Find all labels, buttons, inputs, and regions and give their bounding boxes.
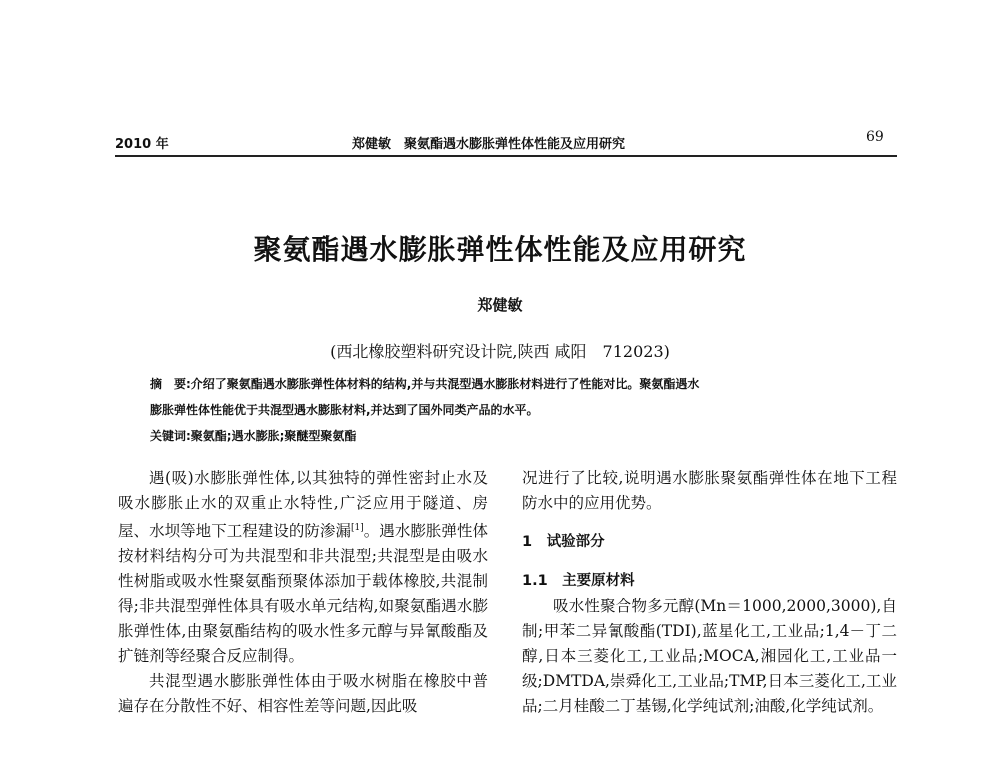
- right-column: [522, 466, 897, 719]
- article-title: 聚氨酯遇水膨胀弹性体性能及应用研究: [253, 233, 747, 266]
- header-year: 2010 年: [115, 137, 169, 152]
- section-heading-1: 1 试验部分: [522, 534, 605, 550]
- abstract-line-1: 摘 要:介绍了聚氨酯遇水膨胀弹性体材料的结构,并与共混型遇水膨胀材料进行了性能对比。聚氨酯遇水: [150, 377, 700, 391]
- left-column: [118, 466, 488, 719]
- right-paragraph-1: 况进行了比较,说明遇水膨胀聚氨酯弹性体在地下工程防水中的应用优势。: [522, 469, 897, 512]
- keywords: 关键词:聚氨酯;遇水膨胀;聚醚型聚氨酯: [150, 429, 357, 443]
- affiliation: (西北橡胶塑料研究设计院,陕西 咸阳 712023): [330, 342, 670, 361]
- running-title: 郑健敏 聚氨酯遇水膨胀弹性体性能及应用研究: [352, 137, 626, 152]
- page-number: 69: [866, 129, 884, 145]
- right-paragraph-2: 吸水性聚合物多元醇(Mn＝1000,2000,3000),自制;甲苯二异氰酸酯(TDI),蓝星化工,工业品;1,4－丁二醇,日本三菱化工,工业品;MOCA,湘园化工,工业品一级;DMTDA,崇舜化工,工业品;TMP,日本三菱化工,工业品;二月桂酸二丁基锡,化学纯试剂;油酸,化学纯试剂。: [522, 597, 897, 715]
- reference-marker: [1]: [350, 523, 364, 533]
- header-rule: [115, 155, 897, 157]
- author: 郑健敏: [477, 296, 523, 314]
- left-paragraph-2: 共混型遇水膨胀弹性体由于吸水树脂在橡胶中普遍存在分散性不好、相容性差等问题,因此吸: [118, 672, 488, 716]
- abstract-line-2: 膨胀弹性体性能优于共混型遇水膨胀材料,并达到了国外同类产品的水平。: [150, 403, 539, 417]
- section-heading-1-1: 1.1 主要原材料: [522, 573, 635, 589]
- left-paragraph-1: 遇(吸)水膨胀弹性体,以其独特的弹性密封止水及吸水膨胀止水的双重止水特性,广泛应用于隧道、房屋、水坝等地下工程建设的防渗漏[1]。遇水膨胀弹性体按材料结构分可为共混型和非共混型;共混型是由吸水性树脂或吸水性聚氨酯预聚体添加于载体橡胶,共混制得;非共混型弹性体具有吸水单元结构,如聚氨酯遇水膨胀弹性体,由聚氨酯结构的吸水性多元醇与异氰酸酯及扩链剂等经聚合反应制得。: [118, 469, 488, 666]
